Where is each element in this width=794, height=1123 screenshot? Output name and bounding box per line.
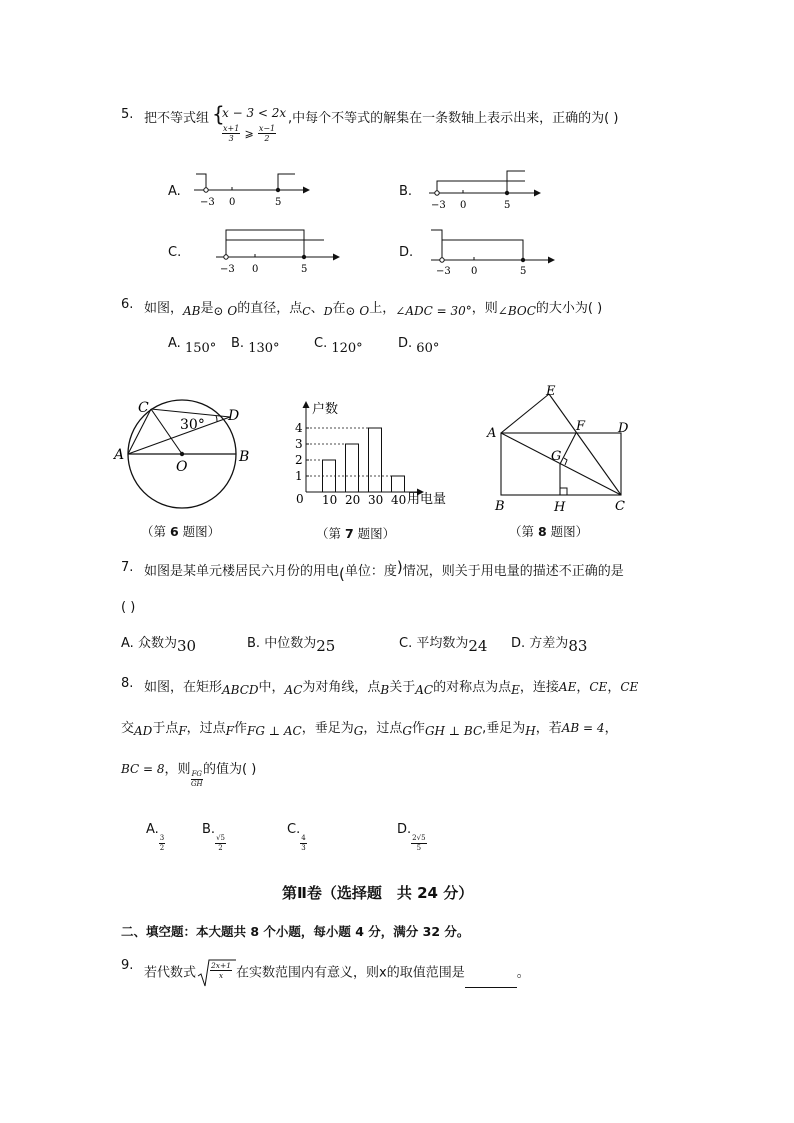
point-label-c: C [138,400,149,416]
q7-text: 如图是某单元楼居民六月份的用电(单位：度)情况，则关于用电量的描述不正确的是 [144,558,624,583]
figure-8-caption: （第 8 题图） [509,524,589,539]
tick-label: 5 [301,264,308,275]
q6-option-d: D. 60° [398,336,440,356]
q5-option-b-number-line [425,170,541,210]
q5-option-d-number-line [427,228,555,276]
bar-10 [323,460,336,492]
point-label-h: H [554,500,566,515]
figure-7-caption: （第 7 题图） [316,526,396,541]
q9-answer-blank[interactable] [465,975,517,988]
q8-number: 8. [121,676,134,691]
q6-option-b: B. 130° [231,336,280,356]
x-axis-label: 用电量 [407,492,447,507]
q7-answer-paren: ( ) [121,600,136,615]
tick-label: 0 [229,197,236,208]
q7-option-d: D. 方差为83 [511,636,588,655]
q5-inequality-2: $\frac{x+1}{3}$ ⩾ $\frac{x-1}{2}$ [223,124,276,143]
point-label-d: D [228,408,240,424]
x-tick-label: 40 [391,493,407,507]
q5-inequality-1: x − 3 < 2x [222,106,287,120]
q5-option-d-letter: D. [399,245,414,260]
q6-number: 6. [121,297,134,312]
y-tick-label: 3 [295,437,303,451]
center-label-o: O [176,459,188,475]
x-tick-label: 20 [345,493,361,507]
q8-line-1: 如图，在矩形ABCD中，AC为对角线，点B关于AC的对称点为点E，连接AE，CE，CE [144,680,639,697]
q6-option-c: C. 120° [314,336,363,356]
angle-label: 30° [180,417,205,433]
bar-40 [392,476,405,492]
q7-option-b: B. 中位数为25 [247,636,336,655]
q9-number: 9. [121,958,134,973]
figure-6-caption: （第 6 题图） [141,524,221,539]
section-2-heading: 二、填空题：本大题共 8 个小题，每小题 4 分，满分 32 分。 [121,924,470,939]
q9-radical: $\frac{2x+1}{x}$ [196,958,236,988]
point-label-g: G [551,449,562,464]
tick-label: 5 [520,266,527,277]
point-label-a: A [114,447,125,463]
tick-label: 5 [504,200,511,211]
q8-option-c: C. $\frac{4}{3}$ [287,822,306,852]
origin-label: 0 [296,492,304,506]
y-tick-label: 4 [295,421,303,435]
tick-label: −3 [436,266,451,277]
point-label-e: E [546,384,556,399]
q5-option-b-letter: B. [399,184,413,199]
q5-lead: 把不等式组 [144,111,210,126]
q7-option-a: A. 众数为30 [121,636,197,655]
tick-label: −3 [431,200,446,211]
figure-7-bar-chart [292,396,452,506]
q5-option-c-letter: C. [168,245,182,260]
q9-text: 若代数式 $\frac{2x+1}{x}$ 在实数范围内有意义，则x的取值范围是 。 [144,958,530,988]
q8-line-2: 交AD于点F，过点F作FG ⊥ AC，垂足为G，过点G作GH ⊥ BC,垂足为H，若AB = 4， [121,721,618,738]
q7-option-c: C. 平均数为24 [399,636,488,655]
point-label-b: B [495,499,505,514]
y-axis-label: 户数 [312,402,339,417]
q8-line-3: BC = 8，则 $\frac{FG}{GH}$ 的值为( ) [121,762,257,788]
tick-label: 5 [275,197,282,208]
q7-number: 7. [121,560,134,575]
point-label-d: D [618,421,629,436]
point-label-a: A [487,426,497,441]
x-tick-label: 30 [368,493,384,507]
point-label-b: B [239,449,250,465]
y-tick-label: 2 [295,453,303,467]
tick-label: −3 [200,197,215,208]
q5-option-a-letter: A. [168,184,181,199]
q5-brace: { [212,102,225,126]
figure-6-circle-diagram [112,390,262,515]
q5-number: 5. [121,107,134,122]
q5-option-a-number-line [190,170,310,210]
q8-option-b: B. $\frac{√5}{2}$ [202,822,225,852]
q8-option-d: D. $\frac{2√5}{5}$ [397,822,426,852]
x-tick-label: 10 [322,493,338,507]
section-2-title: 第Ⅱ卷（选择题 共 24 分） [282,884,474,902]
tick-label: 0 [471,266,478,277]
q5-tail: ,中每个不等式的解集在一条数轴上表示出来，正确的为( ) [288,111,619,126]
q6-option-a: A. 150° [168,336,217,356]
tick-label: 0 [460,200,467,211]
q6-text: 如图，AB是⊙ O的直径，点$_C$、$_D$在⊙ O上，∠ADC = 30°，则∠BOC的大小为( ) [144,301,603,318]
tick-label: −3 [220,264,235,275]
figure-8-rectangle-diagram [484,382,634,517]
bar-30 [369,428,382,492]
point-label-f: F [576,419,586,434]
tick-label: 0 [252,264,259,275]
point-label-c: C [615,499,625,514]
q8-option-a: A. $\frac{3}{2}$ [146,822,165,852]
y-tick-label: 1 [295,469,303,483]
q5-option-c-number-line [212,228,340,276]
bar-20 [346,444,359,492]
